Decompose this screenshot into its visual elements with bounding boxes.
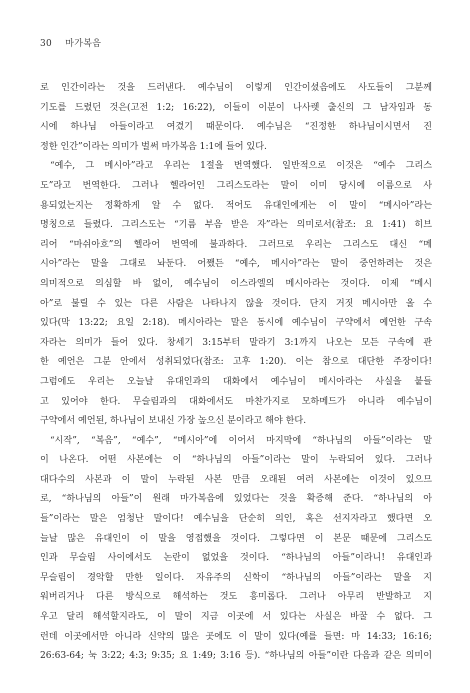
body-text (40, 79, 432, 667)
text-line: 의미적으로 의심할 바 없이, 예수님이 이스라엘의 메시아라는 것이다. 이제 “메시 (40, 278, 432, 289)
text-line: 기도를 드렸던 것은(고전 1:2; 16:22), 이들이 이분이 나사렛 출신의 그 남자임과 동 (40, 102, 432, 113)
text-line: 인과 무슬림 사이에서도 논란이 없었을 것이다. “하나님의 아들”이라니! 유대인과 (40, 553, 432, 564)
text-line: 한 예언은 그분 안에서 성취되었다(참조: 고후 1:20). 이는 참으로 대단한 주장이다! (40, 357, 432, 368)
paragraph (40, 79, 432, 157)
text-line: “예수, 그 메시아”라고 우리는 1절을 번역했다. 일반적으로 이것은 “예수 그리스 (50, 161, 432, 172)
text-line: 시아”라는 말을 그대로 놔둔다. 어쨌든 “예수, 메시아”라는 말이 중언하려는 것은 (40, 259, 432, 270)
book-title: 마가복음 (65, 39, 102, 49)
text-line: 그럼에도 우리는 오늘날 유대인과의 대화에서 예수님이 메시아라는 사실을 붙들 (40, 376, 432, 387)
text-line: 워버리거나 다른 방식으로 해석하는 것도 흥미롭다. 그러나 아무리 반발하고 지 (40, 592, 432, 603)
text-line: 우고 달리 해석할지라도, 이 말이 지금 이곳에 서 있다는 사실은 바꿀 수 없다. 그 (40, 612, 432, 623)
text-line: 명칭으로 들렸다. 그리스도는 “기름 부음 받은 자”라는 의미로서(참조: 요 1:41) 히브 (40, 220, 432, 231)
text-line: 아”로 불릴 수 있는 다른 사람은 나타나지 않을 것이다. 단지 거짓 메시아만 올 수 (40, 298, 432, 309)
running-header (40, 36, 101, 49)
text-line: 무슬림이 경악할 만한 일이다. 자유주의 신학이 “하나님의 아들”이라는 말을 지 (40, 572, 432, 583)
text-line: 26:63-64; 눅 3:22; 4:3; 9:35; 요 1:49; 3:16 등). “하나님의 아들”이란 다음과 같은 의미이 (40, 651, 432, 662)
text-line: 정한 인간”이라는 의미가 벌써 마가복음 1:1에 들어 있다. (40, 141, 267, 152)
paragraph (40, 157, 432, 431)
text-line: 늘날 많은 유대인이 이 말을 영접했을 것이다. 그렇다면 이 본문 때문에 그리스도 (40, 533, 432, 544)
text-line: 구약에서 예언된, 하나님이 보내신 가장 높으신 분이라고 해야 한다. (40, 416, 307, 427)
text-line: 용되었는지는 정확하게 알 수 없다. 적어도 유대인에게는 이 말이 “메시아”라는 (40, 200, 432, 211)
text-line: 로, “하나님의 아들”이 원래 마가복음에 있었다는 것을 확증해 준다. “하나님의 아 (40, 494, 432, 505)
text-line: 로 인간이라는 것을 드러낸다. 예수님이 이렇게 인간이셨음에도 사도들이 그분께 (40, 83, 432, 93)
text-line: “시작”, “복음”, “예수”, “메시아”에 이어서 마지막에 “하나님의 아들”이라는 말 (50, 435, 432, 446)
text-line: 고 있어야 한다. 무슬림과의 대화에서도 마찬가지로 모하메드가 아니라 예수님이 (40, 396, 432, 407)
text-line: 리어 “마쉬아흐”의 헬라어 번역에 불과하다. 그러므로 우리는 그리스도 대신 “메 (40, 239, 432, 250)
text-line: 대다수의 사본과 이 말이 누락된 사본 만큼 오래된 여러 사본에는 이것이 있으므 (40, 474, 432, 485)
paragraph (40, 432, 432, 667)
text-line: 시에 하나님 아들이라고 여겼기 때문이다. 예수님은 “진정한 하나님이시면서 진 (40, 122, 432, 133)
text-line: 도”라고 번역한다. 그러나 헬라어인 그리스도라는 말이 이미 당시에 이름으로 사 (40, 180, 432, 191)
text-line: 있다(막 13:22; 요일 2:18). 메시아라는 말은 동시에 예수님이 구약에서 예언한 구속 (40, 318, 432, 329)
text-line: 이 나온다. 어떤 사본에는 이 “하나님의 아들”이라는 말이 누락되어 있다. 그러나 (40, 455, 432, 466)
page-number: 30 (40, 39, 53, 49)
text-line: 들”이라는 말은 엄청난 말이다! 예수님을 단순히 의인, 혹은 선지자라고 했다면 오 (40, 514, 432, 525)
text-line: 자라는 의미가 들어 있다. 창세기 3:15부터 말라기 3:1까지 나오는 모든 구속에 관 (40, 337, 432, 348)
text-line: 런데 이곳에서만 아니라 신약의 많은 곳에도 이 말이 있다(예를 들면: 마 14:33; 16:16; (40, 631, 432, 642)
